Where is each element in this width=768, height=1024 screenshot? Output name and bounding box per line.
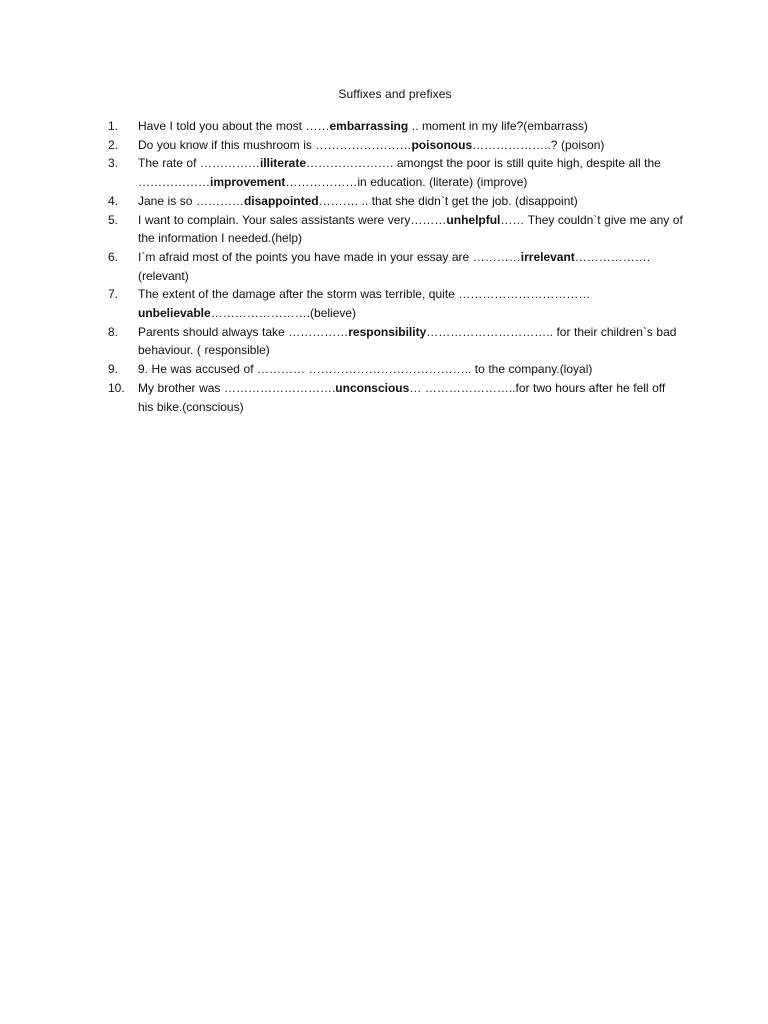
answer-word: poisonous	[411, 137, 473, 152]
list-item-6	[108, 248, 683, 285]
answer-word: disappointed	[243, 193, 319, 208]
item-text: My brother was ……………………….unconscious… …………………..for two hours after he fell off his bike.(conscious)	[138, 380, 666, 414]
item-number: 5.	[108, 212, 119, 227]
item-number: 3.	[108, 156, 119, 171]
list-item-2	[108, 136, 683, 155]
list-item-9	[108, 360, 683, 379]
item-text: 9. He was accused of ………… ………………………………….. to the company.(loyal)	[138, 362, 593, 377]
item-number: 2.	[108, 137, 119, 152]
item-text: Do you know if this mushroom is ……………………poisonous………………..? (poison)	[138, 137, 605, 152]
item-number: 4.	[108, 193, 119, 208]
item-number: 7.	[108, 287, 119, 302]
item-number: 1.	[108, 119, 119, 133]
item-number: 8.	[108, 324, 119, 339]
answer-word: embarrassing	[329, 119, 409, 133]
exercise-list	[108, 117, 683, 416]
list-item-7	[108, 285, 683, 322]
answer-word: unconscious	[335, 380, 410, 395]
answer-word: responsibility	[348, 324, 427, 339]
item-text: I want to complain. Your sales assistants were very………unhelpful…… They couldn`t give me any of the information I needed.(help)	[138, 212, 683, 246]
list-item-8	[108, 323, 683, 360]
list-item-3	[108, 154, 683, 191]
item-text: I`m afraid most of the points you have made in your essay are …………irrelevant………………. (relevant)	[138, 249, 651, 283]
answer-word: unhelpful	[446, 212, 501, 227]
item-text: Jane is so …………disappointed………. .. that she didn`t get the job. (disappoint)	[138, 193, 578, 208]
answer-word: irrelevant	[520, 249, 575, 264]
item-text: Have I told you about the most ……embarrassing .. moment in my life?(embarrass)	[138, 119, 588, 133]
item-number: 6.	[108, 249, 119, 264]
list-item-4	[108, 192, 683, 211]
item-text: The rate of ……………illiterate…………………. amongst the poor is still quite high, despite all the ………………improvement………………in education. (literate) (improve)	[138, 156, 661, 190]
list-item-5	[108, 211, 683, 248]
item-number: 10.	[108, 380, 125, 395]
list-item-10	[108, 379, 683, 416]
item-text: Parents should always take ……………responsibility………………………….. for their children`s bad behaviour. ( responsible)	[138, 324, 677, 358]
item-text: The extent of the damage after the storm was terrible, quite …………………………… unbelievable…………………….(believe)	[138, 287, 591, 321]
item-number: 9.	[108, 362, 119, 377]
answer-word: unbelievable	[138, 306, 211, 321]
list-item-1	[108, 117, 683, 136]
answer-word: illiterate	[259, 156, 306, 171]
page-title: Suffixes and prefixes	[338, 87, 452, 101]
answer-word-2: improvement	[210, 175, 286, 190]
